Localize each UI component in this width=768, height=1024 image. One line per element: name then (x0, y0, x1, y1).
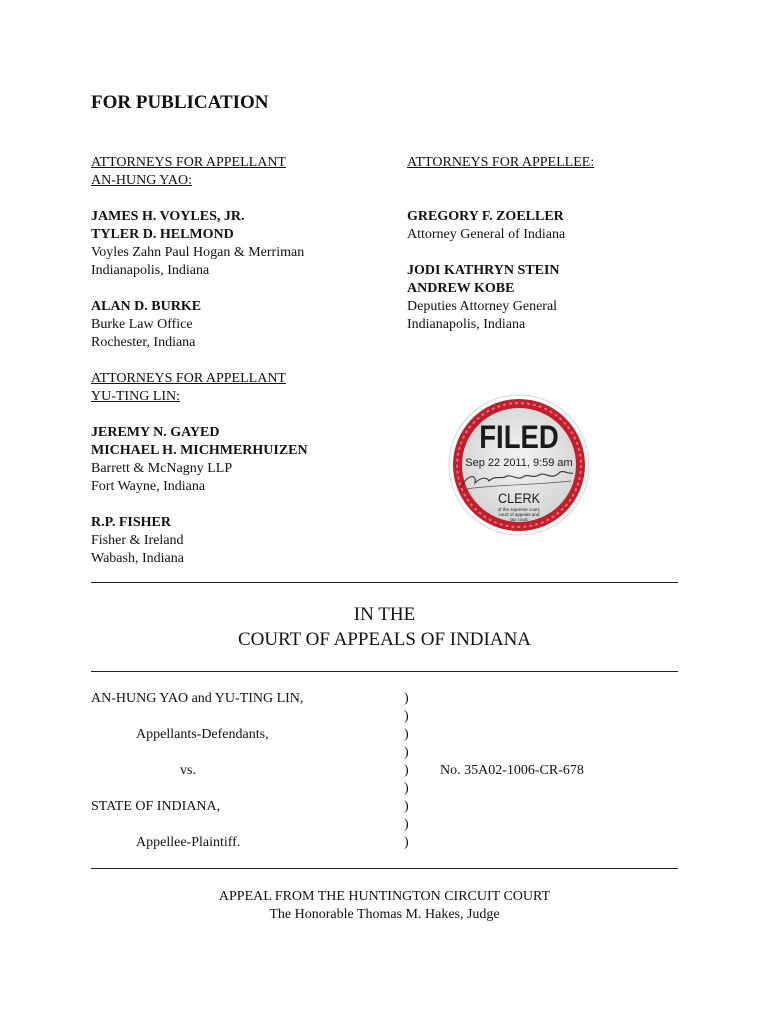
filed-label: FILED (479, 420, 559, 456)
firm-location: Indianapolis, Indiana (91, 263, 210, 278)
paren: ) (404, 763, 409, 778)
appeal-origin: APPEAL FROM THE HUNTINGTON CIRCUIT COURT (218, 889, 551, 904)
presiding-judge: The Honorable Thomas M. Hakes, Judge (269, 907, 500, 922)
appellee-heading: ATTORNEYS FOR APPELLEE: (407, 155, 595, 170)
firm-location: Wabash, Indiana (91, 551, 184, 566)
divider (91, 671, 678, 672)
attorney-name: R.P. FISHER (91, 515, 172, 530)
attorney-name: TYLER D. HELMOND (91, 227, 234, 242)
law-firm: Fisher & Ireland (91, 533, 184, 548)
appellee-attorneys-column (407, 154, 707, 334)
attorney-title: Attorney General of Indiana (407, 227, 566, 242)
versus-label: vs. (180, 763, 196, 778)
clerk-subtext: court of appeals and (498, 512, 540, 517)
case-number: No. 35A02-1006-CR-678 (440, 763, 584, 778)
clerk-subtext: tax court (510, 517, 528, 522)
filed-seal (447, 393, 591, 537)
paren: ) (404, 799, 409, 814)
filed-timestamp: Sep 22 2011, 9:59 am (465, 457, 573, 469)
paren: ) (404, 727, 409, 742)
caption-parentheses (404, 690, 409, 852)
paren: ) (404, 691, 409, 706)
paren: ) (404, 817, 409, 832)
paren: ) (404, 709, 409, 724)
attorney-name: MICHAEL H. MICHMERHUIZEN (91, 443, 308, 458)
court-heading-line1: IN THE (353, 604, 416, 625)
divider (91, 868, 678, 869)
appellants-role: Appellants-Defendants, (136, 727, 269, 742)
appellee-role: Appellee-Plaintiff. (136, 835, 241, 850)
clerk-label: CLERK (498, 490, 540, 507)
paren: ) (404, 745, 409, 760)
appellee-name: STATE OF INDIANA, (91, 799, 221, 814)
firm-location: Rochester, Indiana (91, 335, 196, 350)
paren: ) (404, 781, 409, 796)
office-location: Indianapolis, Indiana (407, 317, 526, 332)
attorney-name: ALAN D. BURKE (91, 299, 202, 314)
paren: ) (404, 835, 409, 850)
publication-heading: FOR PUBLICATION (91, 92, 269, 113)
appellant-attorneys-column (91, 154, 391, 568)
appellant-lin-heading: ATTORNEYS FOR APPELLANT (91, 371, 286, 386)
attorney-name: JEREMY N. GAYED (91, 425, 220, 440)
attorney-name: JAMES H. VOYLES, JR. (91, 209, 245, 224)
attorney-title: Deputies Attorney General (407, 299, 558, 314)
firm-location: Fort Wayne, Indiana (91, 479, 206, 494)
attorney-name: GREGORY F. ZOELLER (407, 209, 564, 224)
appellant-yao-heading: ATTORNEYS FOR APPELLANT (91, 155, 286, 170)
filed-seal-graphic (447, 393, 591, 537)
law-firm: Barrett & McNagny LLP (91, 461, 233, 476)
court-heading-line2: COURT OF APPEALS OF INDIANA (237, 629, 532, 650)
law-firm: Voyles Zahn Paul Hogan & Merriman (91, 245, 305, 260)
law-firm: Burke Law Office (91, 317, 193, 332)
attorney-name: ANDREW KOBE (407, 281, 515, 296)
appellant-yao-heading-name: AN-HUNG YAO: (91, 173, 192, 188)
appellants-names: AN-HUNG YAO and YU-TING LIN, (91, 691, 304, 706)
appellant-lin-heading-name: YU-TING LIN: (91, 389, 181, 404)
attorney-name: JODI KATHRYN STEIN (407, 263, 560, 278)
clerk-subtext: of the supreme court, (497, 507, 541, 512)
divider (91, 582, 678, 583)
